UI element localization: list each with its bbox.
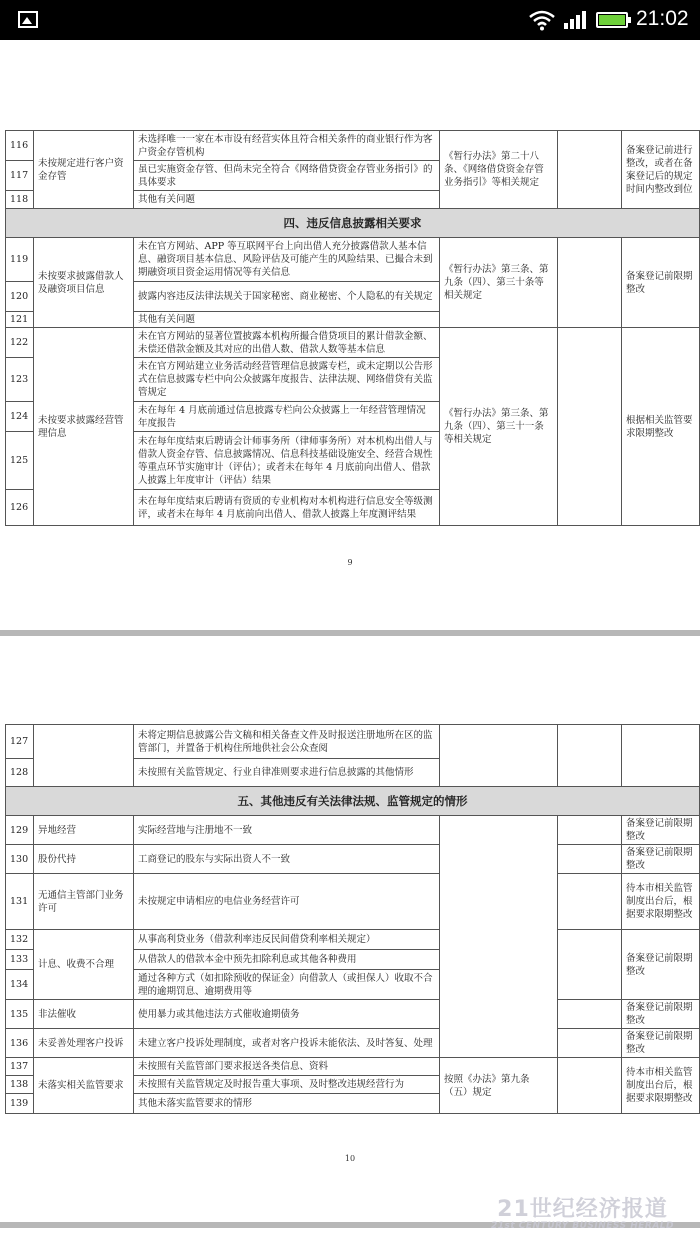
item-cell: 使用暴力或其他违法方式催收逾期债务 (134, 1000, 440, 1029)
table-row (6, 1000, 700, 1029)
row-number: 121 (6, 312, 34, 328)
category-cell: 未按规定进行客户资金存管 (34, 131, 134, 209)
row-number: 116 (6, 131, 34, 161)
blank-cell (558, 845, 622, 874)
battery-icon (596, 12, 628, 28)
page-number: 10 (344, 1154, 356, 1163)
table-page-9 (5, 130, 700, 526)
row-number: 120 (6, 282, 34, 312)
row-number: 118 (6, 191, 34, 209)
table-row (6, 930, 700, 950)
row-number: 128 (6, 759, 34, 787)
item-cell: 虽已实施资金存管、但尚未完全符合《网络借贷资金存管业务指引》的具体要求 (134, 161, 440, 191)
category-cell: 无通信主管部门业务许可 (34, 874, 134, 930)
row-number: 133 (6, 950, 34, 970)
table-row (6, 874, 700, 930)
document-page-10 (0, 636, 700, 1222)
blank-cell (558, 1029, 622, 1058)
rectify-cell: 备案登记前限期整改 (622, 1029, 700, 1058)
item-cell: 工商登记的股东与实际出资人不一致 (134, 845, 440, 874)
item-cell: 未在每年度结束后聘请有资质的专业机构对本机构进行信息安全等级测评，或者未在每年 4 月底前向出借人、借款人披露上年度测评结果 (134, 490, 440, 526)
row-number: 132 (6, 930, 34, 950)
document-page-9 (0, 40, 700, 630)
page-number: 9 (347, 558, 353, 567)
rectify-cell: 待本市相关监管制度出台后，根据要求限期整改 (622, 1058, 700, 1114)
basis-cell: 《暂行办法》第三条、第九条（四）、第三十条等相关规定 (440, 238, 558, 328)
item-cell: 未建立客户投诉处理制度，或者对客户投诉未能依法、及时答复、处理 (134, 1029, 440, 1058)
category-cell: 未落实相关监管要求 (34, 1058, 134, 1114)
rectify-cell: 根据相关监管要求限期整改 (622, 328, 700, 526)
category-cell (34, 725, 134, 787)
row-number: 123 (6, 358, 34, 402)
category-cell: 异地经营 (34, 816, 134, 845)
item-cell: 从事高利贷业务（借款利率违反民间借贷利率相关规定） (134, 930, 440, 950)
wifi-icon (528, 9, 556, 31)
rectify-cell: 备案登记前限期整改 (622, 238, 700, 328)
table-row (6, 816, 700, 845)
image-notification-icon (18, 11, 38, 28)
rectify-cell: 备案登记前限期整改 (622, 1000, 700, 1029)
row-number: 124 (6, 402, 34, 432)
category-cell: 股份代持 (34, 845, 134, 874)
basis-cell: 按照《办法》第九条（五）规定 (440, 1058, 558, 1114)
row-number: 131 (6, 874, 34, 930)
section-heading: 五、其他违反有关法律法规、监管规定的情形 (6, 787, 700, 816)
rectify-cell: 备案登记前进行整改，或者在备案登记后的规定时间内整改到位 (622, 131, 700, 209)
blank-cell (558, 930, 622, 1000)
row-number: 139 (6, 1094, 34, 1114)
rectify-cell: 备案登记前限期整改 (622, 845, 700, 874)
section-heading: 四、违反信息披露相关要求 (6, 209, 700, 238)
signal-icon (563, 10, 589, 30)
row-number: 119 (6, 238, 34, 282)
basis-cell: 《暂行办法》第二十八条、《网络借贷资金存管业务指引》等相关规定 (440, 131, 558, 209)
category-cell: 未按要求披露经营管理信息 (34, 328, 134, 526)
section-row (6, 209, 700, 238)
basis-cell (440, 816, 558, 1058)
category-cell: 非法催收 (34, 1000, 134, 1029)
row-number: 136 (6, 1029, 34, 1058)
basis-cell (440, 725, 558, 787)
row-number: 125 (6, 432, 34, 490)
row-number: 122 (6, 328, 34, 358)
blank-cell (558, 131, 622, 209)
row-number: 135 (6, 1000, 34, 1029)
blank-cell (558, 328, 622, 526)
row-number: 138 (6, 1076, 34, 1094)
item-cell: 未在每年度结束后聘请会计师事务所（律师事务所）对本机构出借人与借款人资金存管、信息披露情况、信息科技基础设施安全、经营合规性等重点环节实施审计（评估）；或者未在每年 4 月底前向出借人、借款人披露上年度审计（评估）结果 (134, 432, 440, 490)
item-cell: 未按照有关监管部门要求报送各类信息、资料 (134, 1058, 440, 1076)
item-cell: 通过各种方式（如扣除预收的保证金）向借款人（或担保人）收取不合理的逾期罚息、逾期费用等 (134, 970, 440, 1000)
table-row (6, 1029, 700, 1058)
item-cell: 从借款人的借款本金中预先扣除利息或其他各种费用 (134, 950, 440, 970)
table-row (6, 328, 700, 358)
publisher-watermark (491, 1192, 674, 1231)
row-number: 126 (6, 490, 34, 526)
item-cell: 未在官方网站的显著位置披露本机构所撮合借贷项目的累计借款金额、未偿还借款金额及其对应的出借人数、借款人数等基本信息 (134, 328, 440, 358)
item-cell: 未选择唯一一家在本市设有经营实体且符合相关条件的商业银行作为客户资金存管机构 (134, 131, 440, 161)
table-row (6, 1058, 700, 1076)
table-row (6, 725, 700, 759)
battery-fill (599, 15, 625, 25)
row-number: 134 (6, 970, 34, 1000)
table-row (6, 845, 700, 874)
watermark-subtitle: 21st CENTURY BUSINESS HERALD (490, 1221, 674, 1231)
category-cell: 未妥善处理客户投诉 (34, 1029, 134, 1058)
blank-cell (558, 238, 622, 328)
row-number: 130 (6, 845, 34, 874)
row-number: 117 (6, 161, 34, 191)
rectify-cell (622, 725, 700, 787)
category-cell: 计息、收费不合理 (34, 930, 134, 1000)
item-cell: 未按规定申请相应的电信业务经营许可 (134, 874, 440, 930)
item-cell: 披露内容违反法律法规关于国家秘密、商业秘密、个人隐私的有关规定 (134, 282, 440, 312)
table-row (6, 238, 700, 282)
blank-cell (558, 1058, 622, 1114)
row-number: 129 (6, 816, 34, 845)
blank-cell (558, 1000, 622, 1029)
item-cell: 未在官方网站、APP 等互联网平台上向出借人充分披露借款人基本信息、融资项目基本信息、风险评估及可能产生的风险结果、已撮合未到期融资项目资金运用情况等有关信息 (134, 238, 440, 282)
blank-cell (558, 816, 622, 845)
basis-cell: 《暂行办法》第三条、第九条（四）、第三十一条等相关规定 (440, 328, 558, 526)
item-cell: 未按照有关监管规定、行业自律准则要求进行信息披露的其他情形 (134, 759, 440, 787)
rectify-cell: 备案登记前限期整改 (622, 930, 700, 1000)
item-cell: 未将定期信息披露公告文稿和相关备查文件及时报送注册地所在区的监管部门，并置备于机构住所地供社会公众查阅 (134, 725, 440, 759)
item-cell: 其他未落实监管要求的情形 (134, 1094, 440, 1114)
item-cell: 实际经营地与注册地不一致 (134, 816, 440, 845)
status-bar (0, 0, 700, 40)
clock: 21:02 (636, 7, 689, 30)
item-cell: 其他有关问题 (134, 312, 440, 328)
table-row (6, 131, 700, 161)
row-number: 127 (6, 725, 34, 759)
item-cell: 未在每年 4 月底前通过信息披露专栏向公众披露上一年经营管理情况年度报告 (134, 402, 440, 432)
row-number: 137 (6, 1058, 34, 1076)
blank-cell (558, 874, 622, 930)
table-page-10 (5, 724, 700, 1114)
category-cell: 未按要求披露借款人及融资项目信息 (34, 238, 134, 328)
item-cell: 其他有关问题 (134, 191, 440, 209)
blank-cell (558, 725, 622, 787)
rectify-cell: 备案登记前限期整改 (622, 816, 700, 845)
item-cell: 未按照有关监管规定及时报告重大事项、及时整改违规经营行为 (134, 1076, 440, 1094)
rectify-cell: 待本市相关监管制度出台后，根据要求限期整改 (622, 874, 700, 930)
watermark-title: 21世纪经济报道 (497, 1197, 668, 1222)
section-row (6, 787, 700, 816)
item-cell: 未在官方网站建立业务活动经营管理信息披露专栏，或未定期以公告形式在信息披露专栏中向公众披露年度报告、法律法规、网络借贷有关监管规定 (134, 358, 440, 402)
